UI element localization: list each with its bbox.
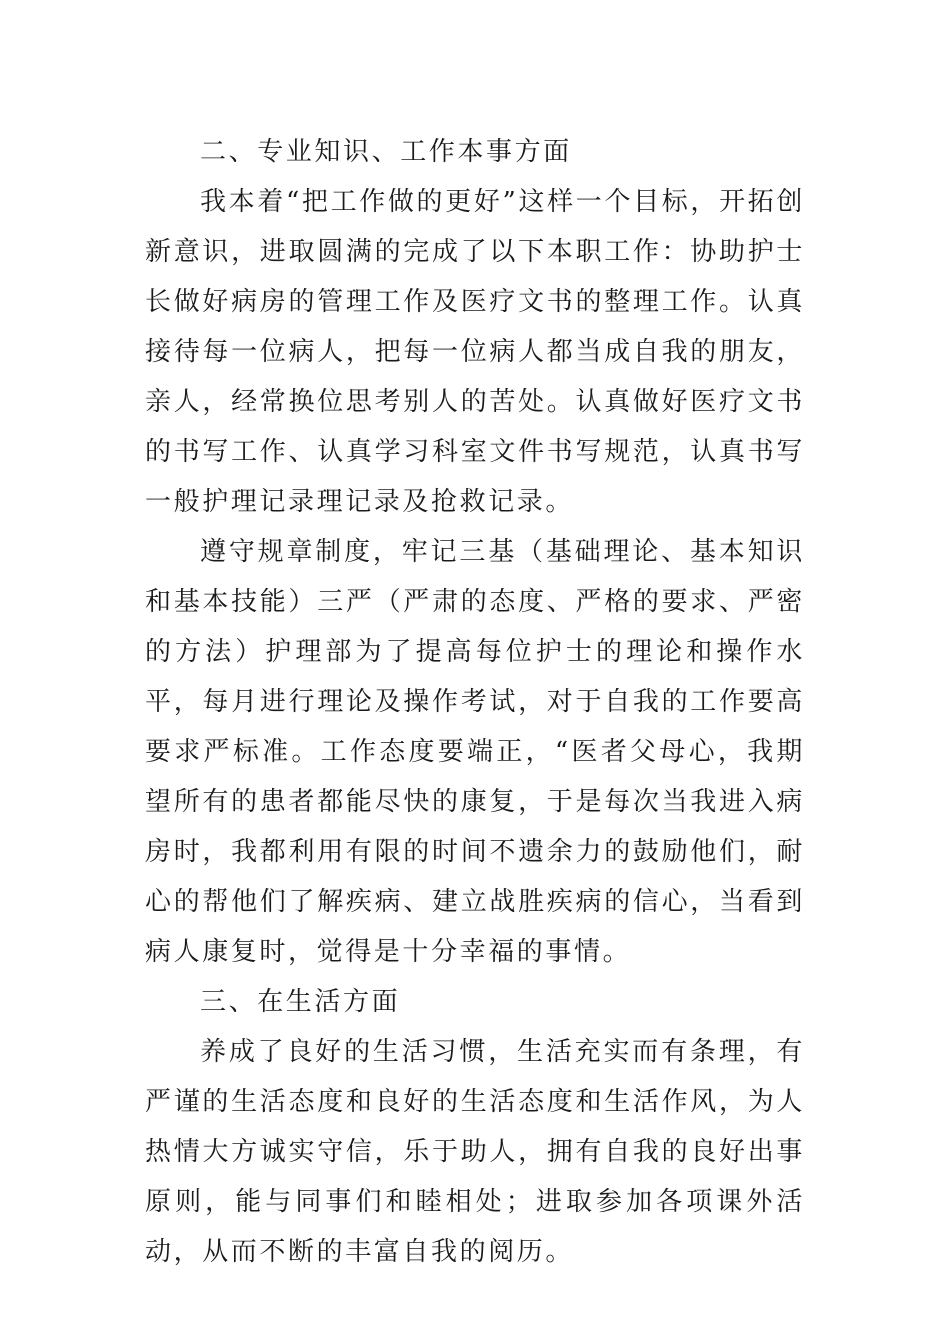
paragraph-work-duties: 我本着“把工作做的更好”这样一个目标，开拓创新意识，进取圆满的完成了以下本职工作：协助护士长做好病房的管理工作及医疗文书的整理工作。认真接待每一位病人，把每一位病人都当成自我的朋友，亲人，经常换位思考别人的苦处。认真做好医疗文书的书写工作、认真学习科室文件书写规范，认真书写一般护理记录理记录及抢救记录。 bbox=[145, 187, 805, 517]
paragraph-rules-attitude: 遵守规章制度，牢记三基（基础理论、基本知识和基本技能）三严（严肃的态度、严格的要求、严密的方法）护理部为了提高每位护士的理论和操作水平，每月进行理论及操作考试，对于自我的工作要高要求严标准。工作态度要端正，“医者父母心，我期望所有的患者都能尽快的康复，于是每次当我进入病房时，我都利用有限的时间不遗余力的鼓励他们，耐心的帮他们了解疾病、建立战胜疾病的信心，当看到病人康复时，觉得是十分幸福的事情。 bbox=[145, 537, 805, 967]
section-heading-life: 三、在生活方面 bbox=[200, 987, 401, 1017]
section-heading-professional: 二、专业知识、工作本事方面 bbox=[200, 137, 572, 167]
document-body bbox=[145, 127, 805, 1277]
paragraph-life-habits: 养成了良好的生活习惯，生活充实而有条理，有严谨的生活态度和良好的生活态度和生活作风，为人热情大方诚实守信，乐于助人，拥有自我的良好出事原则，能与同事们和睦相处；进取参加各项课外活动，从而不断的丰富自我的阅历。 bbox=[145, 1037, 805, 1267]
